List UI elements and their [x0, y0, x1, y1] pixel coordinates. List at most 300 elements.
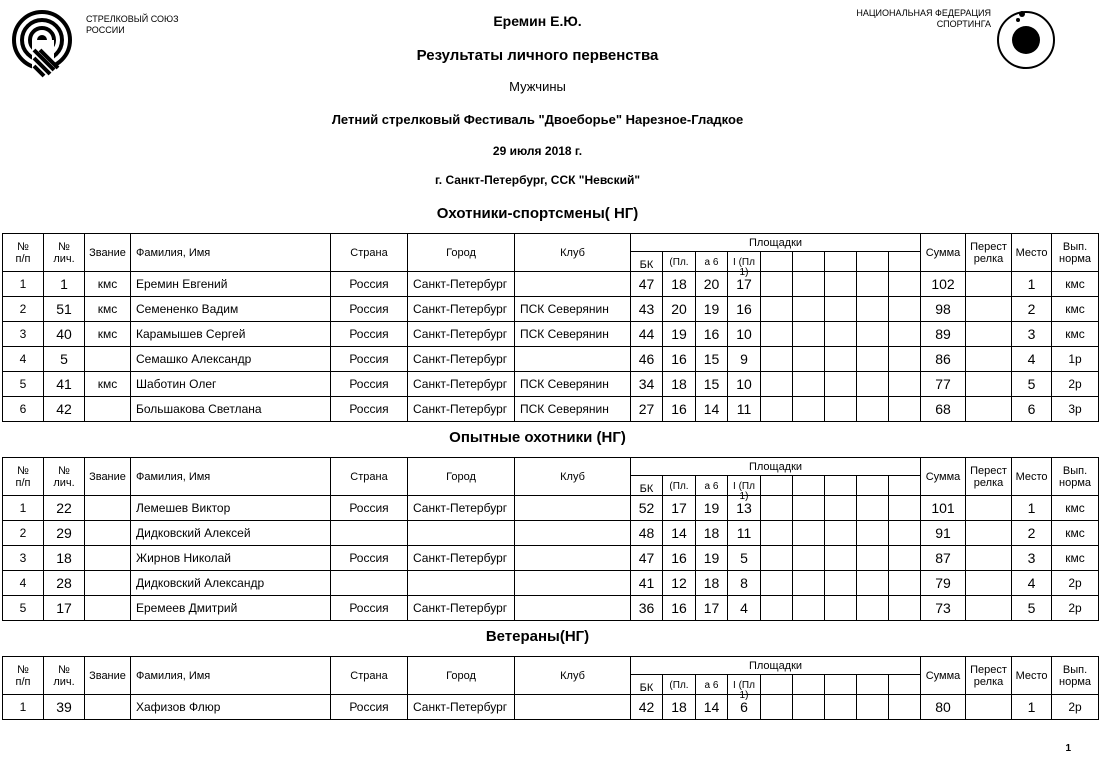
cell-score-empty	[857, 496, 889, 521]
col-area-empty-header	[793, 476, 825, 496]
cell-score-1: 43	[631, 297, 663, 322]
cell-club	[515, 496, 631, 521]
col-sum-header: Сумма	[921, 657, 966, 695]
cell-name: Дидковский Алексей	[131, 521, 331, 546]
cell-score-empty	[793, 496, 825, 521]
col-area-empty-header	[793, 675, 825, 695]
col-area-empty-header	[825, 675, 857, 695]
col-norm-header: Вып. норма	[1052, 657, 1099, 695]
cell-score-3: 15	[696, 347, 728, 372]
cell-score-empty	[761, 397, 793, 422]
cell-score-empty	[761, 546, 793, 571]
cell-rank	[85, 496, 131, 521]
cell-score-empty	[889, 546, 921, 571]
cell-sum: 89	[921, 322, 966, 347]
cell-score-2: 18	[663, 372, 696, 397]
cell-score-4: 9	[728, 347, 761, 372]
col-area-empty-header	[857, 252, 889, 272]
cell-sum: 80	[921, 695, 966, 720]
cell-score-empty	[793, 596, 825, 621]
cell-score-4: 10	[728, 322, 761, 347]
cell-score-empty	[857, 272, 889, 297]
cell-num: 3	[3, 546, 44, 571]
cell-score-2: 16	[663, 347, 696, 372]
col-country-header: Страна	[331, 234, 408, 272]
col-shootoff-header: Перест релка	[966, 234, 1012, 272]
cell-norm: кмс	[1052, 546, 1099, 571]
cell-score-empty	[761, 496, 793, 521]
cell-city: Санкт-Петербург	[408, 372, 515, 397]
col-area3-label: а 6	[704, 257, 719, 268]
cell-shootoff	[966, 521, 1012, 546]
cell-city: Санкт-Петербург	[408, 347, 515, 372]
cell-score-empty	[825, 297, 857, 322]
cell-rank: кмс	[85, 272, 131, 297]
col-area-empty-header	[793, 252, 825, 272]
cell-club	[515, 596, 631, 621]
cell-shootoff	[966, 272, 1012, 297]
cell-city: Санкт-Петербург	[408, 297, 515, 322]
cell-score-1: 47	[631, 546, 663, 571]
col-norm-header: Вып. норма	[1052, 458, 1099, 496]
table-row	[3, 496, 1099, 521]
cell-place: 2	[1012, 521, 1052, 546]
cell-score-empty	[793, 372, 825, 397]
cell-score-2: 14	[663, 521, 696, 546]
cell-country: Россия	[331, 372, 408, 397]
col-sum-header: Сумма	[921, 234, 966, 272]
cell-score-empty	[761, 272, 793, 297]
cell-club	[515, 272, 631, 297]
cell-num: 5	[3, 372, 44, 397]
col-area3-header	[696, 476, 728, 496]
cell-score-4: 10	[728, 372, 761, 397]
cell-country: Россия	[331, 695, 408, 720]
cell-sum: 87	[921, 546, 966, 571]
cell-score-empty	[825, 322, 857, 347]
cell-score-2: 16	[663, 596, 696, 621]
cell-score-4: 16	[728, 297, 761, 322]
cell-name: Жирнов Николай	[131, 546, 331, 571]
org-right-name: НАЦИОНАЛЬНАЯ ФЕДЕРАЦИЯ СПОРТИНГА	[856, 8, 991, 29]
cell-score-3: 20	[696, 272, 728, 297]
cell-num: 1	[3, 272, 44, 297]
cell-score-empty	[761, 372, 793, 397]
cell-shootoff	[966, 695, 1012, 720]
cell-score-empty	[793, 347, 825, 372]
col-shootoff-header: Перест релка	[966, 657, 1012, 695]
cell-score-4: 11	[728, 521, 761, 546]
col-sum-header: Сумма	[921, 458, 966, 496]
cell-norm: 2р	[1052, 372, 1099, 397]
cell-place: 6	[1012, 397, 1052, 422]
col-area1-header	[631, 476, 663, 496]
cell-num: 2	[3, 521, 44, 546]
cell-score-empty	[825, 272, 857, 297]
cell-norm: 2р	[1052, 571, 1099, 596]
cell-sum: 86	[921, 347, 966, 372]
cell-score-1: 46	[631, 347, 663, 372]
cell-score-empty	[825, 546, 857, 571]
cell-score-empty	[889, 372, 921, 397]
cell-norm: кмс	[1052, 272, 1099, 297]
cell-norm: кмс	[1052, 322, 1099, 347]
cell-score-3: 17	[696, 596, 728, 621]
cell-score-3: 15	[696, 372, 728, 397]
cell-country: Россия	[331, 297, 408, 322]
cell-norm: кмс	[1052, 297, 1099, 322]
cell-rank	[85, 596, 131, 621]
cell-score-4: 6	[728, 695, 761, 720]
col-area-empty-header	[761, 252, 793, 272]
col-area4-label: I (Пл 1)	[733, 680, 755, 701]
col-area2-label: (Пл.	[669, 481, 689, 492]
cell-name: Большакова Светлана	[131, 397, 331, 422]
col-areas-header: Площадки	[631, 458, 921, 476]
cell-club	[515, 347, 631, 372]
doc-title: Результаты личного первенства	[416, 47, 659, 64]
cell-shootoff	[966, 496, 1012, 521]
cell-shootoff	[966, 596, 1012, 621]
col-place-header: Место	[1012, 458, 1052, 496]
col-place-header: Место	[1012, 657, 1052, 695]
cell-norm: 2р	[1052, 695, 1099, 720]
table-row	[3, 397, 1099, 422]
cell-lic: 22	[44, 496, 85, 521]
cell-score-3: 14	[696, 397, 728, 422]
cell-score-empty	[825, 372, 857, 397]
col-area2-header	[663, 476, 696, 496]
col-area2-header	[663, 252, 696, 272]
table-row	[3, 521, 1099, 546]
cell-sum: 102	[921, 272, 966, 297]
cell-shootoff	[966, 372, 1012, 397]
cell-score-empty	[857, 695, 889, 720]
cell-score-empty	[889, 695, 921, 720]
cell-country	[331, 571, 408, 596]
col-area1-header	[631, 252, 663, 272]
cell-city: Санкт-Петербург	[408, 596, 515, 621]
cell-country: Россия	[331, 546, 408, 571]
cell-score-empty	[857, 596, 889, 621]
col-area-empty-header	[857, 476, 889, 496]
cell-city: Санкт-Петербург	[408, 272, 515, 297]
cell-score-empty	[857, 521, 889, 546]
cell-shootoff	[966, 347, 1012, 372]
col-lic-header: № лич.	[44, 234, 85, 272]
cell-score-empty	[793, 546, 825, 571]
col-city-header: Город	[408, 234, 515, 272]
cell-city: Санкт-Петербург	[408, 397, 515, 422]
cell-rank	[85, 571, 131, 596]
cell-name: Еремин Евгений	[131, 272, 331, 297]
cell-score-empty	[825, 397, 857, 422]
col-name-header: Фамилия, Имя	[131, 657, 331, 695]
col-rank-header: Звание	[85, 657, 131, 695]
cell-score-empty	[857, 347, 889, 372]
cell-score-empty	[761, 322, 793, 347]
cell-score-empty	[793, 521, 825, 546]
cell-norm: 2р	[1052, 596, 1099, 621]
table-row	[3, 571, 1099, 596]
col-areas-header: Площадки	[631, 657, 921, 675]
cell-score-1: 52	[631, 496, 663, 521]
cell-place: 4	[1012, 347, 1052, 372]
table-row	[3, 322, 1099, 347]
org-left-name: СТРЕЛКОВЫЙ СОЮЗ РОССИИ	[86, 14, 179, 35]
section-title: Ветераны(НГ)	[485, 628, 590, 645]
col-area3-header	[696, 252, 728, 272]
cell-score-1: 44	[631, 322, 663, 347]
cell-lic: 28	[44, 571, 85, 596]
col-num-header: № п/п	[3, 458, 44, 496]
cell-score-empty	[761, 297, 793, 322]
cell-club: ПСК Северянин	[515, 322, 631, 347]
doc-event: Летний стрелковый Фестиваль "Двоеборье" Нарезное-Гладкое	[331, 112, 744, 127]
cell-score-empty	[889, 397, 921, 422]
col-lic-header: № лич.	[44, 458, 85, 496]
col-area2-header	[663, 675, 696, 695]
cell-country: Россия	[331, 347, 408, 372]
table-row	[3, 272, 1099, 297]
col-country-header: Страна	[331, 657, 408, 695]
cell-score-empty	[857, 322, 889, 347]
section-title: Опытные охотники (НГ)	[449, 429, 626, 446]
cell-score-empty	[857, 397, 889, 422]
doc-author: Еремин Е.Ю.	[493, 13, 582, 29]
cell-score-1: 41	[631, 571, 663, 596]
cell-score-1: 47	[631, 272, 663, 297]
results-table	[2, 656, 1099, 720]
col-area3-label: а 6	[704, 680, 719, 691]
col-shootoff-header: Перест релка	[966, 458, 1012, 496]
cell-place: 2	[1012, 297, 1052, 322]
cell-club: ПСК Северянин	[515, 397, 631, 422]
cell-lic: 40	[44, 322, 85, 347]
col-area4-header	[728, 252, 761, 278]
col-area1-label: БК	[639, 483, 654, 495]
cell-score-empty	[793, 272, 825, 297]
col-area4-label: I (Пл 1)	[733, 257, 755, 278]
cell-score-empty	[825, 347, 857, 372]
col-area-empty-header	[825, 252, 857, 272]
cell-score-2: 17	[663, 496, 696, 521]
cell-score-empty	[825, 596, 857, 621]
cell-num: 6	[3, 397, 44, 422]
cell-score-4: 11	[728, 397, 761, 422]
cell-lic: 39	[44, 695, 85, 720]
col-areas-header: Площадки	[631, 234, 921, 252]
col-area3-header	[696, 675, 728, 695]
col-area-empty-header	[825, 476, 857, 496]
cell-score-4: 8	[728, 571, 761, 596]
cell-city	[408, 571, 515, 596]
cell-num: 2	[3, 297, 44, 322]
cell-score-empty	[889, 596, 921, 621]
col-num-header: № п/п	[3, 657, 44, 695]
col-area4-header	[728, 476, 761, 502]
doc-gender: Мужчины	[509, 79, 566, 94]
cell-score-empty	[793, 695, 825, 720]
cell-score-2: 20	[663, 297, 696, 322]
cell-name: Еремеев Дмитрий	[131, 596, 331, 621]
doc-place: г. Санкт-Петербург, ССК "Невский"	[434, 173, 641, 187]
cell-country	[331, 521, 408, 546]
cell-lic: 51	[44, 297, 85, 322]
col-area-empty-header	[889, 252, 921, 272]
cell-score-empty	[825, 521, 857, 546]
col-area-empty-header	[857, 675, 889, 695]
cell-norm: 1р	[1052, 347, 1099, 372]
page-number: 1	[1065, 743, 1071, 754]
cell-place: 3	[1012, 322, 1052, 347]
col-club-header: Клуб	[515, 657, 631, 695]
cell-name: Семененко Вадим	[131, 297, 331, 322]
cell-club: ПСК Северянин	[515, 372, 631, 397]
cell-score-2: 18	[663, 272, 696, 297]
table-row	[3, 347, 1099, 372]
cell-score-2: 18	[663, 695, 696, 720]
cell-score-empty	[889, 496, 921, 521]
cell-name: Шаботин Олег	[131, 372, 331, 397]
cell-num: 1	[3, 496, 44, 521]
cell-rank	[85, 695, 131, 720]
cell-score-empty	[793, 297, 825, 322]
cell-name: Карамышев Сергей	[131, 322, 331, 347]
col-num-header: № п/п	[3, 234, 44, 272]
cell-city: Санкт-Петербург	[408, 546, 515, 571]
cell-place: 5	[1012, 596, 1052, 621]
cell-score-empty	[825, 571, 857, 596]
cell-lic: 42	[44, 397, 85, 422]
col-area4-label: I (Пл 1)	[733, 481, 755, 502]
cell-sum: 79	[921, 571, 966, 596]
table-row	[3, 297, 1099, 322]
cell-score-3: 19	[696, 546, 728, 571]
cell-rank	[85, 347, 131, 372]
col-rank-header: Звание	[85, 458, 131, 496]
col-country-header: Страна	[331, 458, 408, 496]
cell-place: 1	[1012, 496, 1052, 521]
cell-club	[515, 571, 631, 596]
cell-name: Хафизов Флюр	[131, 695, 331, 720]
col-area2-label: (Пл.	[669, 680, 689, 691]
cell-rank	[85, 546, 131, 571]
cell-club	[515, 521, 631, 546]
cell-place: 1	[1012, 272, 1052, 297]
cell-sum: 98	[921, 297, 966, 322]
cell-lic: 17	[44, 596, 85, 621]
col-area-empty-header	[889, 675, 921, 695]
col-area4-header	[728, 675, 761, 701]
cell-name: Лемешев Виктор	[131, 496, 331, 521]
cell-score-3: 18	[696, 521, 728, 546]
cell-score-4: 4	[728, 596, 761, 621]
cell-score-empty	[889, 322, 921, 347]
cell-score-empty	[889, 272, 921, 297]
cell-lic: 29	[44, 521, 85, 546]
results-table	[2, 457, 1099, 621]
cell-sum: 68	[921, 397, 966, 422]
cell-score-empty	[889, 297, 921, 322]
col-area-empty-header	[761, 675, 793, 695]
cell-score-1: 27	[631, 397, 663, 422]
cell-score-empty	[793, 322, 825, 347]
cell-norm: кмс	[1052, 496, 1099, 521]
col-rank-header: Звание	[85, 234, 131, 272]
col-area3-label: а 6	[704, 481, 719, 492]
cell-place: 1	[1012, 695, 1052, 720]
cell-rank: кмс	[85, 322, 131, 347]
cell-rank	[85, 397, 131, 422]
cell-score-empty	[857, 297, 889, 322]
doc-date: 29 июля 2018 г.	[492, 144, 583, 158]
cell-score-empty	[761, 596, 793, 621]
cell-country: Россия	[331, 322, 408, 347]
cell-score-empty	[889, 521, 921, 546]
cell-lic: 41	[44, 372, 85, 397]
cell-score-3: 19	[696, 297, 728, 322]
cell-score-2: 19	[663, 322, 696, 347]
cell-country: Россия	[331, 496, 408, 521]
col-city-header: Город	[408, 657, 515, 695]
cell-club: ПСК Северянин	[515, 297, 631, 322]
cell-shootoff	[966, 546, 1012, 571]
results-table	[2, 233, 1099, 422]
cell-score-empty	[857, 571, 889, 596]
table-row	[3, 695, 1099, 720]
cell-sum: 101	[921, 496, 966, 521]
cell-num: 1	[3, 695, 44, 720]
cell-rank: кмс	[85, 297, 131, 322]
cell-score-empty	[857, 372, 889, 397]
cell-norm: кмс	[1052, 521, 1099, 546]
cell-city: Санкт-Петербург	[408, 695, 515, 720]
cell-name: Дидковский Александр	[131, 571, 331, 596]
col-club-header: Клуб	[515, 458, 631, 496]
cell-city	[408, 521, 515, 546]
cell-score-1: 34	[631, 372, 663, 397]
cell-score-empty	[793, 397, 825, 422]
cell-score-empty	[857, 546, 889, 571]
cell-lic: 1	[44, 272, 85, 297]
cell-place: 4	[1012, 571, 1052, 596]
col-area1-label: БК	[639, 682, 654, 694]
cell-num: 4	[3, 347, 44, 372]
col-lic-header: № лич.	[44, 657, 85, 695]
cell-club	[515, 546, 631, 571]
cell-sum: 73	[921, 596, 966, 621]
cell-rank	[85, 521, 131, 546]
cell-score-2: 12	[663, 571, 696, 596]
cell-shootoff	[966, 297, 1012, 322]
cell-country: Россия	[331, 272, 408, 297]
cell-score-4: 5	[728, 546, 761, 571]
table-row	[3, 596, 1099, 621]
cell-score-empty	[761, 347, 793, 372]
cell-score-3: 18	[696, 571, 728, 596]
col-area1-header	[631, 675, 663, 695]
cell-norm: 3р	[1052, 397, 1099, 422]
cell-score-3: 14	[696, 695, 728, 720]
table-row	[3, 546, 1099, 571]
cell-num: 3	[3, 322, 44, 347]
col-place-header: Место	[1012, 234, 1052, 272]
cell-city: Санкт-Петербург	[408, 496, 515, 521]
cell-sum: 91	[921, 521, 966, 546]
col-area-empty-header	[761, 476, 793, 496]
cell-score-1: 36	[631, 596, 663, 621]
